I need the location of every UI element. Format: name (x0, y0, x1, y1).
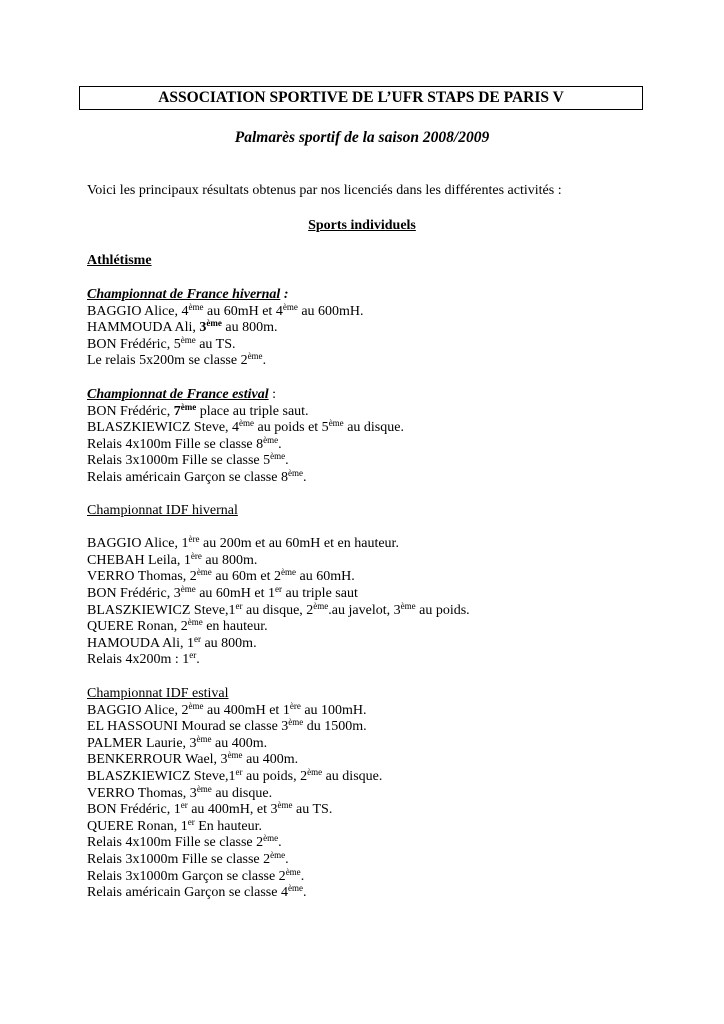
result-line: Relais 3x1000m Garçon se classe 2ème. (87, 866, 305, 884)
result-line: QUERE Ronan, 1er En hauteur. (87, 816, 262, 834)
result-line: BAGGIO Alice, 4ème au 60mH et 4ème au 600mH. (87, 301, 364, 319)
result-line: BON Frédéric, 5ème au TS. (87, 334, 236, 352)
result-line: EL HASSOUNI Mourad se classe 3ème du 1500m. (87, 717, 367, 735)
result-line: PALMER Laurie, 3ème au 400m. (87, 733, 268, 751)
result-line: BENKERROUR Wael, 3ème au 400m. (87, 750, 299, 768)
championship-title: Championnat de France estival : (87, 387, 277, 402)
document-title: ASSOCIATION SPORTIVE DE L’UFR STAPS DE PARIS V (79, 86, 643, 110)
result-line: Relais 3x1000m Fille se classe 2ème. (87, 849, 289, 867)
result-line: Le relais 5x200m se classe 2ème. (87, 351, 267, 369)
result-line: Relais 4x200m : 1er. (87, 650, 200, 668)
section-heading: Sports individuels (308, 218, 416, 233)
championship-france-estival (87, 387, 404, 487)
result-line: QUERE Ronan, 2ème en hauteur. (87, 617, 268, 635)
result-line: BON Frédéric, 1er au 400mH, et 3ème au TS. (87, 800, 333, 818)
championship-france-hivernal (87, 287, 364, 370)
result-line: BLASZKIEWICZ Steve,1er au poids, 2ème au disque. (87, 766, 383, 784)
championship-idf-estival (87, 686, 382, 902)
intro-paragraph: Voici les principaux résultats obtenus par nos licenciés dans les différentes activités : (87, 183, 562, 198)
result-line: BON Frédéric, 3ème au 60mH et 1er au triple saut (87, 583, 358, 601)
championship-title: Championnat IDF hivernal (87, 503, 238, 518)
result-line: HAMMOUDA Ali, 3ème au 800m. (87, 318, 278, 336)
result-line: Relais américain Garçon se classe 8ème. (87, 467, 307, 485)
sport-heading: Athlétisme (87, 253, 152, 268)
result-line: BAGGIO Alice, 1ère au 200m et au 60mH et en hauteur. (87, 534, 399, 552)
result-line: HAMOUDA Ali, 1er au 800m. (87, 633, 257, 651)
result-line: VERRO Thomas, 3ème au disque. (87, 783, 273, 801)
result-line: BAGGIO Alice, 2ème au 400mH et 1ère au 100mH. (87, 700, 367, 718)
championship-title: Championnat de France hivernal : (87, 287, 289, 302)
season-subtitle: Palmarès sportif de la saison 2008/2009 (234, 129, 490, 146)
result-line: BLASZKIEWICZ Steve,1er au disque, 2ème.au javelot, 3ème au poids. (87, 600, 470, 618)
result-line: VERRO Thomas, 2ème au 60m et 2ème au 60mH. (87, 567, 355, 585)
result-line: Relais 3x1000m Fille se classe 5ème. (87, 451, 289, 469)
result-line: Relais 4x100m Fille se classe 2ème. (87, 833, 282, 851)
result-line: BON Frédéric, 7ème place au triple saut. (87, 401, 309, 419)
result-line: BLASZKIEWICZ Steve, 4ème au poids et 5ème au disque. (87, 418, 404, 436)
championship-idf-hivernal (87, 503, 470, 669)
result-line: CHEBAH Leila, 1ère au 800m. (87, 550, 258, 568)
championship-title: Championnat IDF estival (87, 686, 229, 701)
result-line: Relais 4x100m Fille se classe 8ème. (87, 434, 282, 452)
result-line: Relais américain Garçon se classe 4ème. (87, 883, 307, 901)
